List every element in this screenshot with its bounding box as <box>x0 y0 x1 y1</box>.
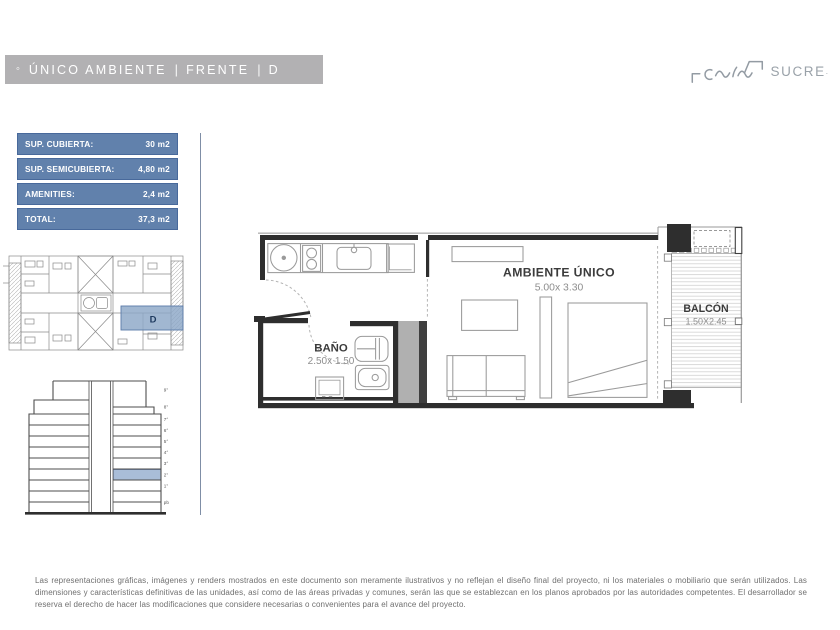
header-orientation: FRENTE <box>186 62 250 77</box>
row-label: SUP. SEMICUBIERTA: <box>25 164 115 174</box>
room-dims-bath: 2.50x 1.50 <box>307 356 355 367</box>
table-row <box>17 158 178 180</box>
floor-label: 6° <box>163 428 169 433</box>
floor-label: 9° <box>163 387 169 393</box>
shelf-icon <box>452 247 523 262</box>
floor-plan <box>253 213 751 417</box>
fridge-icon <box>387 244 415 272</box>
brand-logo <box>688 57 828 85</box>
surface-table <box>17 133 178 233</box>
table-row <box>17 208 178 230</box>
partition-icon <box>540 297 552 398</box>
room-dims-main: 5.00x 3.30 <box>534 282 584 294</box>
room-label-balcony: BALCÓN <box>683 303 729 315</box>
row-label: TOTAL: <box>25 214 56 224</box>
disclaimer-text: Las representaciones gráficas, imágenes y renders mostrados en este documento son meramente ilustrativos y no reflejan el diseño final del proyecto, ni los materiales o mobiliario que serán utilizados. Las dimensiones y características definitivas de las unidades, así como de las áreas privadas y comunes, serán las que se establezcan en los planos aprobados por las autoridades competentes. El desarrollador se reserva el derecho de hacer las modificaciones que considere necesarias o convenientes para el avance del proyecto. <box>35 576 807 609</box>
row-value: 30 m2 <box>145 139 170 149</box>
header-separator: | <box>174 62 179 77</box>
brand-name: SUCRE <box>770 63 826 79</box>
floor-label: 8° <box>163 404 169 410</box>
casa-script-mark <box>688 57 768 85</box>
building-elevation <box>25 377 170 517</box>
balcony-group <box>658 227 742 403</box>
row-label: AMENITIES: <box>25 189 75 199</box>
vertical-divider <box>200 133 201 515</box>
key-plan-outline <box>3 256 183 350</box>
row-value: 37,3 m2 <box>138 214 170 224</box>
floor-labels <box>164 388 170 506</box>
floor-label: 2° <box>163 472 169 478</box>
floor-highlight <box>113 470 161 480</box>
row-value: 4,80 m2 <box>138 164 170 174</box>
floor-label: 7° <box>163 417 169 422</box>
table-row <box>17 133 178 155</box>
floor-label: 1° <box>163 483 169 489</box>
bed-icon <box>568 303 647 397</box>
room-label-main: AMBIENTE ÚNICO <box>503 265 615 280</box>
elevation-structure <box>25 381 166 513</box>
room-label-bath: BAÑO <box>314 342 348 355</box>
kitchen-group <box>268 244 415 273</box>
room-labels <box>308 265 729 368</box>
balcony-railing <box>735 228 742 254</box>
floor-label: 5° <box>163 439 169 444</box>
floor-label: 3° <box>163 461 169 466</box>
room-dims-balcony: 1.50X2.45 <box>685 316 727 327</box>
row-label: SUP. CUBIERTA: <box>25 139 94 149</box>
table-icon <box>462 300 518 330</box>
header-separator: | <box>257 62 261 77</box>
section-bullet-icon: ◦ <box>16 63 20 75</box>
row-value: 2,4 m2 <box>142 189 170 199</box>
kitchen-sink-icon <box>337 247 371 269</box>
unit-highlight-label: D <box>149 314 157 326</box>
floor-label: pb <box>163 500 169 505</box>
table-row <box>17 183 178 205</box>
header-unit-letter: D <box>268 62 280 77</box>
brand-suffix: . <box>825 66 828 76</box>
header-bar <box>5 55 323 84</box>
key-plan <box>3 253 189 353</box>
header-title: ÚNICO AMBIENTE <box>28 62 167 77</box>
floor-label: 4° <box>163 450 169 455</box>
